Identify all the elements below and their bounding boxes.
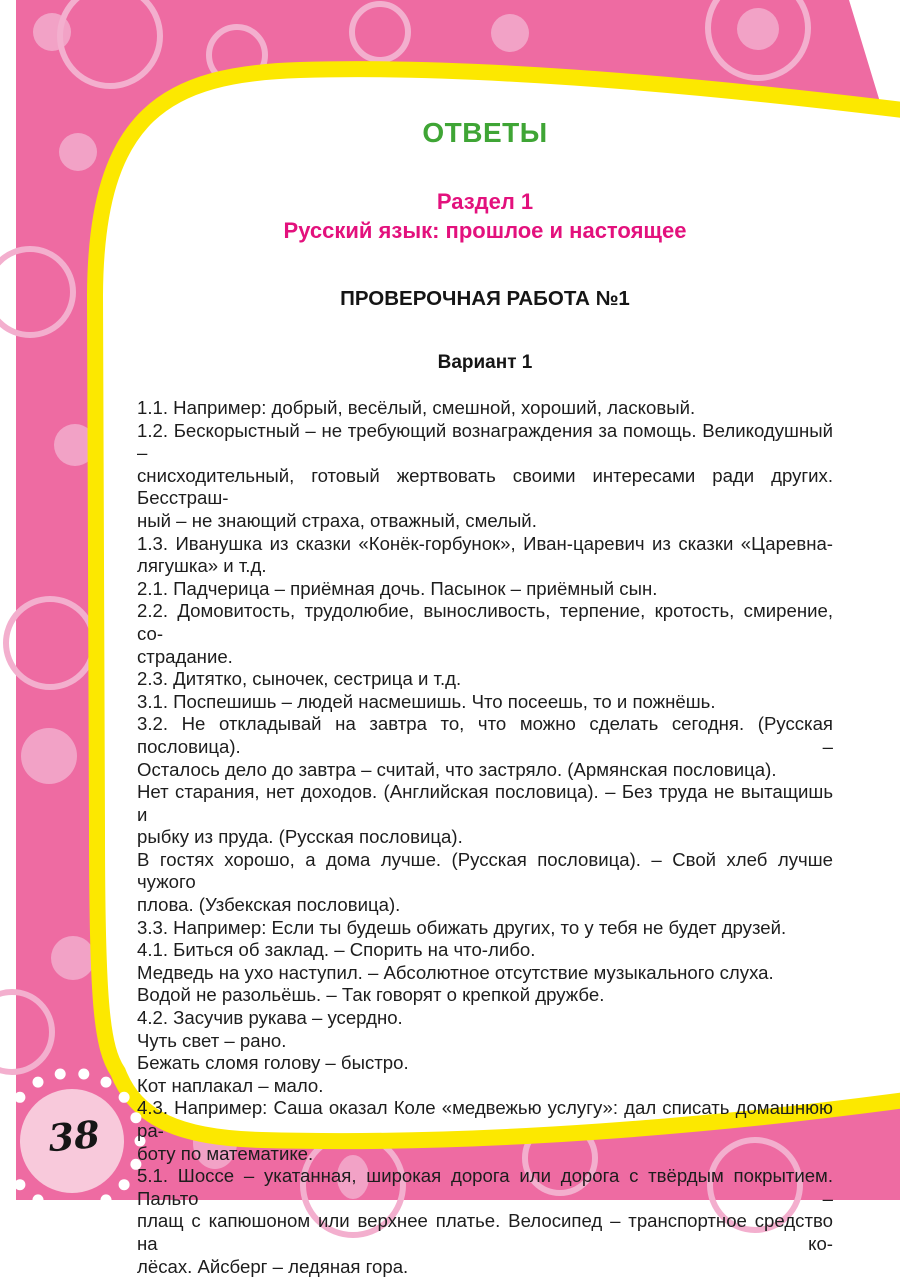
test-title: ПРОВЕРОЧНАЯ РАБОТА №1 — [340, 287, 630, 310]
answers-body — [137, 397, 833, 1278]
body-line: страдание. — [137, 645, 233, 667]
body-line: 1.1. Например: добрый, весёлый, смешной, хороший, ласковый. — [137, 397, 696, 418]
body-line: Чуть свет – рано. — [137, 1029, 287, 1051]
body-line: лёсах. Айсберг – ледяная гора. — [137, 1255, 409, 1277]
body-line: ный – не знающий страха, отважный, смелый. — [137, 509, 537, 531]
body-line: 2.2. Домовитость, трудолюбие, выносливость, терпение, кротость, смирение, со- — [137, 600, 833, 644]
body-line: 1.3. Иванушка из сказки «Конёк-горбунок», Иван-царевич из сказки «Царевна- — [137, 532, 833, 554]
body-line: 3.3. Например: Если ты будешь обижать других, то у тебя не будет друзей. — [137, 916, 787, 938]
body-line: Кот наплакал – мало. — [137, 1074, 324, 1096]
body-line: рыбку из пруда. (Русская пословица). — [137, 826, 463, 848]
body-line: Бежать сломя голову – быстро. — [137, 1052, 409, 1074]
body-line: плащ с капюшоном или верхнее платье. Велосипед – транспортное средство на ко- — [137, 1210, 833, 1254]
body-line: 2.1. Падчерица – приёмная дочь. Пасынок – приёмный сын. — [137, 577, 658, 599]
body-line: В гостях хорошо, а дома лучше. (Русская пословица). – Свой хлеб лучше чужого — [137, 848, 833, 893]
body-line: Медведь на ухо наступил. – Абсолютное отсутствие музыкального слуха. — [137, 961, 774, 983]
body-line: 3.2. Не откладывай на завтра то, что можно сделать сегодня. (Русская пословица). – — [137, 713, 833, 757]
body-line: плова. (Узбекская пословица). — [137, 894, 401, 916]
body-line: боту по математике. — [137, 1142, 314, 1164]
body-line: 4.1. Биться об заклад. – Спорить на что-либо. — [137, 939, 536, 961]
body-line: 3.1. Поспешишь – людей насмешишь. Что посеешь, то и пожнёшь. — [137, 690, 716, 712]
body-line: 1.2. Бескорыстный – не требующий вознаграждения за помощь. Великодушный – — [137, 419, 833, 464]
variant-title: Вариант 1 — [437, 352, 533, 373]
body-line: 5.1. Шоссе – укатанная, широкая дорога или дорога с твёрдым покрытием. Пальто – — [137, 1165, 833, 1209]
body-line: снисходительный, готовый жертвовать своими интересами ради других. Бесстраш- — [137, 464, 833, 509]
answers-heading: ОТВЕТЫ — [422, 117, 548, 148]
page-number: 38 — [46, 1111, 102, 1161]
section-title: Русский язык: прошлое и настоящее — [283, 218, 687, 243]
body-line: лягушка» и т.д. — [137, 555, 267, 577]
body-line: Нет старания, нет доходов. (Английская пословица). – Без труда не вытащишь и — [137, 781, 833, 825]
body-line: Осталось дело до завтра – считай, что застряло. (Армянская пословица). — [137, 758, 777, 780]
section-label: Раздел 1 — [436, 189, 534, 214]
body-line: 2.3. Дитятко, сыночек, сестрица и т.д. — [137, 668, 462, 690]
body-line: Водой не разольёшь. – Так говорят о крепкой дружбе. — [137, 984, 605, 1006]
body-line: 4.2. Засучив рукава – усердно. — [137, 1007, 403, 1029]
body-line: 4.3. Например: Саша оказал Коле «медвежью услугу»: дал списать домашнюю ра- — [137, 1097, 833, 1141]
